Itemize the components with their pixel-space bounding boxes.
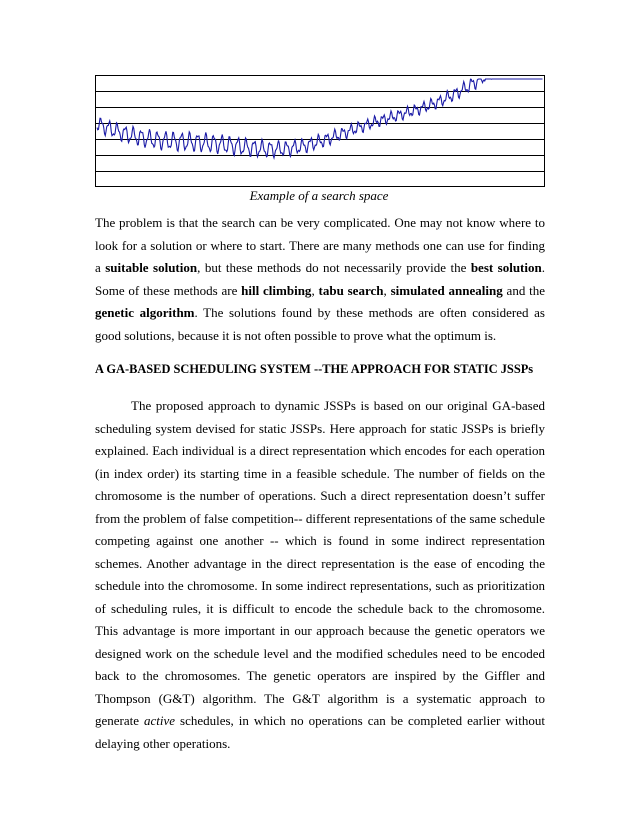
- plot-frame: [96, 76, 545, 187]
- term-tabu-search: tabu search: [318, 282, 384, 298]
- term-suitable-solution: suitable solution: [105, 260, 198, 275]
- paragraph-search-methods: The problem is that the search can be very complicated. One may not know where to look for a solution or where to start. There are many methods one can use for finding a suitable solution, but these methods do not necessarily provide the best solution. Some of these methods are hill climbing, tabu search, simulated annealing and the genetic algorithm. The solutions found by these methods are often considered as good solutions, because it is not often possible to prove what the optimum is.: [95, 215, 546, 343]
- term-best-solution: best solution: [470, 260, 542, 275]
- term-simulated-annealing: simulated annealing: [390, 282, 503, 298]
- figure-caption: Example of a search space: [249, 188, 389, 203]
- search-space-plot: [95, 75, 545, 187]
- term-genetic-algorithm: genetic algorithm: [95, 305, 195, 320]
- term-active: active: [144, 713, 176, 728]
- search-space-figure: [95, 75, 545, 187]
- paragraph-approach: The proposed approach to dynamic JSSPs is based on our original GA-based scheduling system devised for static JSSPs. Here approach for static JSSPs is briefly explained. Each individual is a direct representation which encodes for each operation (in index order) its starting time in a feasible schedule. The number of fields on the chromosome is the number of operations. Such a direct representation doesn’t suffer from the problem of false competition-- different representations of the same schedule competing against one another -- which is found in some indirect representation schemes. Another advantage in the direct representation is the ease of encoding the schedule into the chromosome. In some indirect representations, such as prioritization of scheduling rules, it is difficult to encode the schedule back to the chromosome. This advantage is more important in our approach because the genetic operators we designed work on the schedule level and the modified schedules need to be encoded back to the chromosomes. The genetic operators are inspired by the Giffler and Thompson (G&T) algorithm. The G&T algorithm is a systematic approach to generate active schedules, in which no operations can be completed earlier without delaying other operations.: [95, 398, 545, 751]
- term-hill-climbing: hill climbing: [241, 282, 312, 298]
- section-heading: A GA-BASED SCHEDULING SYSTEM --THE APPROACH FOR STATIC JSSPs: [95, 362, 534, 376]
